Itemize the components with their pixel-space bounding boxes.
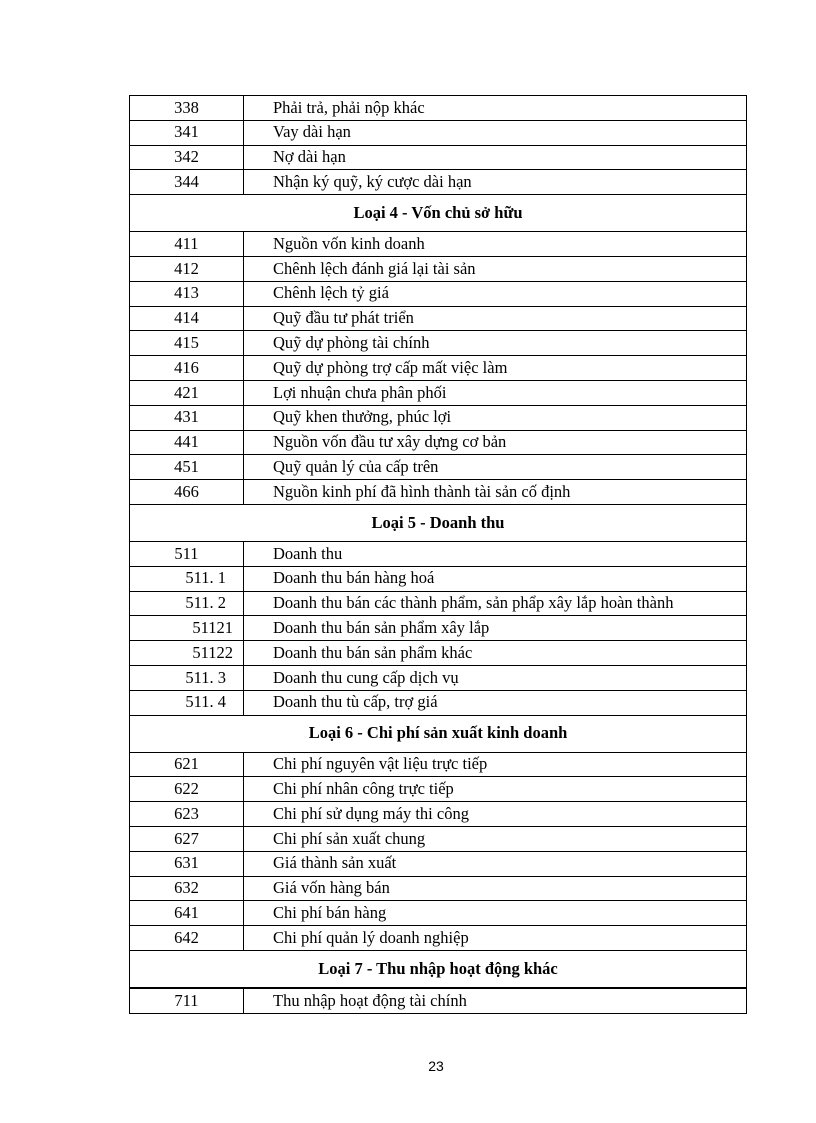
account-row — [130, 120, 747, 145]
account-code: 711 — [130, 988, 244, 1013]
account-name: Quỹ dự phòng tài chính — [244, 331, 747, 356]
account-name: Lợi nhuận chưa phân phối — [244, 380, 747, 405]
account-row — [130, 430, 747, 455]
account-name: Chênh lệch tỷ giá — [244, 281, 747, 306]
account-code: 511 — [130, 541, 244, 566]
group-title: Loại 6 - Chi phí sản xuất kinh doanh — [130, 715, 747, 752]
account-code: 415 — [130, 331, 244, 356]
group-header-row — [130, 950, 747, 988]
account-row — [130, 901, 747, 926]
account-row — [130, 826, 747, 851]
account-code: 416 — [130, 356, 244, 381]
account-name: Chi phí nguyên vật liệu trực tiếp — [244, 752, 747, 777]
account-code: 412 — [130, 256, 244, 281]
account-name: Doanh thu bán hàng hoá — [244, 566, 747, 591]
group-title: Loại 4 - Vốn chủ sở hữu — [130, 195, 747, 232]
account-name: Quỹ quản lý của cấp trên — [244, 455, 747, 480]
account-row — [130, 480, 747, 505]
account-name: Nợ dài hạn — [244, 145, 747, 170]
account-name: Doanh thu bán sản phẩm xây lắp — [244, 616, 747, 641]
account-row — [130, 145, 747, 170]
account-name: Nguồn vốn đầu tư xây dựng cơ bản — [244, 430, 747, 455]
page-number: 23 — [428, 1058, 444, 1074]
account-code: 621 — [130, 752, 244, 777]
account-name: Chi phí quản lý doanh nghiệp — [244, 926, 747, 951]
account-code: 631 — [130, 851, 244, 876]
account-row — [130, 281, 747, 306]
account-name: Thu nhập hoạt động tài chính — [244, 988, 747, 1013]
account-code: 511. 3 — [130, 665, 244, 690]
account-row — [130, 988, 747, 1013]
account-code: 431 — [130, 405, 244, 430]
account-row — [130, 405, 747, 430]
account-row — [130, 851, 747, 876]
account-code: 511. 4 — [130, 690, 244, 715]
account-row — [130, 455, 747, 480]
account-table-body — [130, 96, 747, 1014]
account-name: Vay dài hạn — [244, 120, 747, 145]
account-code: 441 — [130, 430, 244, 455]
account-code: 414 — [130, 306, 244, 331]
account-row — [130, 541, 747, 566]
account-name: Nguồn kinh phí đã hình thành tài sản cố định — [244, 480, 747, 505]
account-name: Quỹ dự phòng trợ cấp mất việc làm — [244, 356, 747, 381]
account-code: 338 — [130, 96, 244, 121]
account-row — [130, 380, 747, 405]
account-name: Chênh lệch đánh giá lại tài sản — [244, 256, 747, 281]
account-row — [130, 256, 747, 281]
account-code: 421 — [130, 380, 244, 405]
group-header-row — [130, 195, 747, 232]
account-row — [130, 616, 747, 641]
account-name: Quỹ đầu tư phát triển — [244, 306, 747, 331]
account-row — [130, 690, 747, 715]
account-code: 342 — [130, 145, 244, 170]
group-header-row — [130, 504, 747, 541]
account-row — [130, 752, 747, 777]
account-code: 344 — [130, 170, 244, 195]
account-code: 511. 2 — [130, 591, 244, 616]
account-name: Phải trả, phải nộp khác — [244, 96, 747, 121]
account-name: Doanh thu bán sản phẩm khác — [244, 641, 747, 666]
account-row — [130, 665, 747, 690]
group-title: Loại 7 - Thu nhập hoạt động khác — [130, 950, 747, 988]
account-row — [130, 356, 747, 381]
account-name: Nguồn vốn kinh doanh — [244, 232, 747, 257]
account-name: Chi phí sử dụng máy thi công — [244, 802, 747, 827]
group-title: Loại 5 - Doanh thu — [130, 504, 747, 541]
account-row — [130, 591, 747, 616]
account-name: Chi phí sản xuất chung — [244, 826, 747, 851]
account-row — [130, 802, 747, 827]
account-name: Nhận ký quỹ, ký cược dài hạn — [244, 170, 747, 195]
account-code: 627 — [130, 826, 244, 851]
account-name: Quỹ khen thưởng, phúc lợi — [244, 405, 747, 430]
account-code: 51121 — [130, 616, 244, 641]
account-code: 642 — [130, 926, 244, 951]
account-row — [130, 96, 747, 121]
account-code: 622 — [130, 777, 244, 802]
account-row — [130, 777, 747, 802]
account-row — [130, 641, 747, 666]
account-name: Doanh thu tù cấp, trợ giá — [244, 690, 747, 715]
account-row — [130, 170, 747, 195]
account-row — [130, 926, 747, 951]
account-code: 632 — [130, 876, 244, 901]
account-code: 341 — [130, 120, 244, 145]
account-name: Chi phí bán hàng — [244, 901, 747, 926]
account-code: 511. 1 — [130, 566, 244, 591]
account-code: 411 — [130, 232, 244, 257]
account-row — [130, 876, 747, 901]
account-code: 451 — [130, 455, 244, 480]
account-code: 623 — [130, 802, 244, 827]
account-code: 641 — [130, 901, 244, 926]
account-row — [130, 566, 747, 591]
account-name: Giá thành sản xuất — [244, 851, 747, 876]
account-row — [130, 232, 747, 257]
group-header-row — [130, 715, 747, 752]
account-name: Chi phí nhân công trực tiếp — [244, 777, 747, 802]
chart-of-accounts-table — [129, 95, 747, 1014]
account-row — [130, 331, 747, 356]
account-code: 413 — [130, 281, 244, 306]
account-code: 466 — [130, 480, 244, 505]
account-name: Doanh thu bán các thành phẩm, sản phẩp xây lắp hoàn thành — [244, 591, 747, 616]
account-name: Doanh thu — [244, 541, 747, 566]
account-row — [130, 306, 747, 331]
account-code: 51122 — [130, 641, 244, 666]
account-name: Giá vốn hàng bán — [244, 876, 747, 901]
account-name: Doanh thu cung cấp dịch vụ — [244, 665, 747, 690]
